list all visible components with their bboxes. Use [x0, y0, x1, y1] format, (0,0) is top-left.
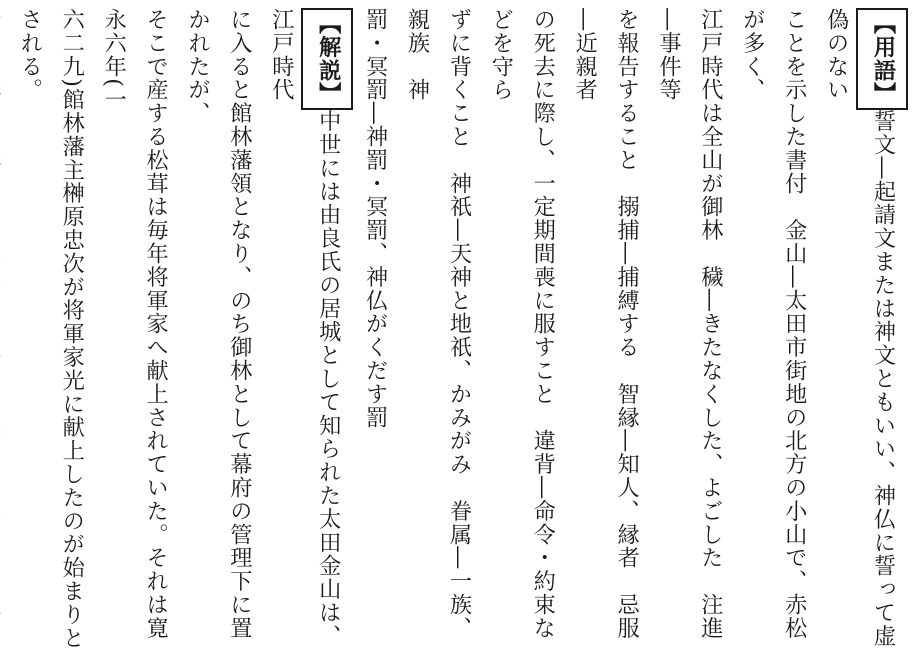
- glossary-line: 江戸時代は全山が御林 穢―きたなくした、よごした 注進―事件等: [655, 8, 724, 640]
- glossary-line-text: 誓文―起請文または神文ともいい、神仏に誓って虚偽のない: [823, 8, 896, 648]
- glossary-line: ことを示した書付 金山―太田市街地の北方の小山で、赤松が多く、: [739, 8, 808, 640]
- commentary-section: [0, 8, 353, 662]
- glossary-line: 罰・冥罰―神罰・冥罰、神仏がくだす罰: [362, 8, 389, 430]
- glossary-section: [353, 8, 908, 662]
- glossary-line: を報告すること 搦捕―捕縛する 智縁―知人、縁者 忌服―近親者: [571, 8, 640, 640]
- commentary-line: [259, 8, 353, 662]
- vertical-text-body: [18, 8, 908, 662]
- commentary-line: に入ると館林藩領となり、のち御林として幕府の管理下に置かれたが、: [184, 8, 253, 640]
- commentary-heading: 【解説】: [301, 8, 353, 110]
- glossary-heading: 【用語】: [856, 8, 908, 110]
- commentary-line-text: 中世には由良氏の居城として知られた太田金山は、江戸時代: [268, 8, 342, 648]
- commentary-line: そこで産する松茸は毎年将軍家へ献上されていた。それは寛永六年(一: [100, 8, 169, 640]
- glossary-line: ずに背くこと 神祇―天神と地祇、かみがみ 眷属―一族、親族 神: [404, 8, 472, 640]
- glossary-line: [814, 8, 908, 662]
- glossary-line: の死去に際し、一定期間喪に服すこと 違背―命令・約束などを守ら: [487, 8, 556, 640]
- commentary-line: 六二九)館林藩主榊原忠次が将軍家光に献上したのが始まりとされる。: [16, 8, 85, 650]
- commentary-line: [0, 8, 8, 662]
